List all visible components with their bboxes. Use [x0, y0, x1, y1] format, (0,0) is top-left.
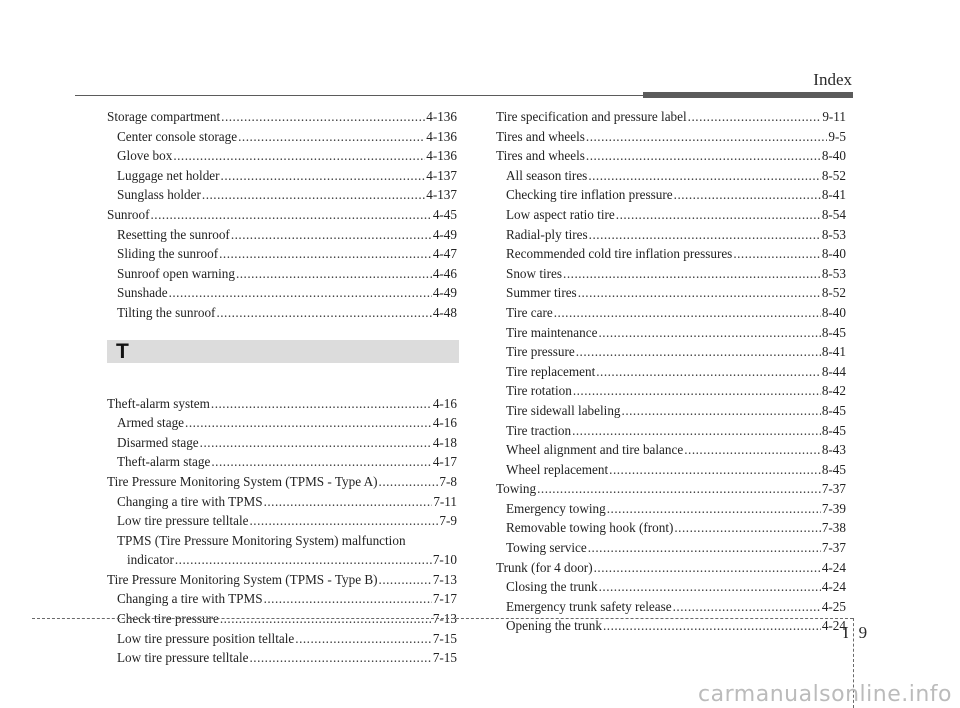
header-rule: [75, 92, 853, 98]
index-entry: [107, 303, 457, 323]
index-entry-page: 7-39: [821, 500, 846, 516]
index-entry-text: Snow tires: [506, 265, 563, 281]
index-entry-text: Check tire pressure: [117, 611, 219, 627]
dot-leader: [586, 146, 821, 166]
index-entry-text: Tire maintenance: [506, 324, 598, 340]
index-entry-text: Tire replacement: [506, 363, 596, 379]
index-entry-text: indicator: [127, 552, 174, 568]
index-entry: [496, 107, 846, 127]
index-entry-text: Theft-alarm system: [107, 395, 210, 411]
index-entry: [107, 127, 457, 147]
index-entry: [496, 381, 846, 401]
index-entry: [107, 589, 457, 609]
index-entry-text: Emergency trunk safety release: [506, 598, 672, 614]
dot-leader: [554, 303, 821, 323]
index-entry-text: Tire Pressure Monitoring System (TPMS - Type B): [107, 571, 378, 587]
index-entry-page: 8-45: [821, 461, 846, 477]
index-entry-page: 7-13: [432, 571, 457, 587]
index-entry: [496, 499, 846, 519]
index-entry-text: Trunk (for 4 door): [496, 559, 593, 575]
index-entry-text: Towing: [496, 481, 537, 497]
index-entry-page: 4-136: [426, 109, 457, 124]
index-entry: [496, 127, 846, 147]
index-entry-text: Luggage net holder: [117, 167, 220, 183]
index-entry-text: Towing service: [506, 540, 587, 556]
index-entry-page: 8-52: [821, 167, 846, 183]
dot-leader: [221, 166, 426, 186]
index-entry: [496, 421, 846, 441]
index-entry: [107, 550, 457, 570]
index-entry-text: Sunroof: [107, 206, 150, 222]
dot-leader: [264, 492, 433, 512]
dot-leader: [609, 460, 821, 480]
index-entry-text: Low tire pressure position telltale: [117, 630, 295, 646]
dot-leader: [379, 570, 432, 590]
dot-leader: [578, 283, 821, 303]
index-entry-page: 7-38: [821, 520, 846, 536]
index-entry-page: 4-136: [426, 148, 457, 164]
index-entry-text: Theft-alarm stage: [117, 454, 211, 470]
index-entry: [107, 394, 457, 414]
index-entries-t: [107, 394, 457, 668]
index-entry-text: Low aspect ratio tire: [506, 206, 615, 222]
index-entry-page: 4-24: [821, 559, 846, 575]
index-entry-page: 8-52: [821, 285, 846, 301]
dot-leader: [673, 597, 821, 617]
index-entry-text: Emergency towing: [506, 500, 606, 516]
dot-leader: [733, 244, 820, 264]
index-entry: [496, 146, 846, 166]
dot-leader: [607, 499, 821, 519]
index-entry-page: 8-41: [821, 187, 846, 203]
index-entry: [107, 264, 457, 284]
page-header-title: Index: [813, 70, 852, 89]
index-entry-page: 8-53: [821, 226, 846, 242]
index-entry: [496, 401, 846, 421]
index-entry: [107, 472, 457, 492]
index-column-left: [107, 107, 457, 668]
dot-leader: [249, 511, 438, 531]
index-entry-text: Center console storage: [117, 128, 238, 144]
dot-leader: [594, 558, 821, 578]
dot-leader: [211, 394, 432, 414]
index-entry: [496, 185, 846, 205]
dot-leader: [238, 127, 425, 147]
dot-leader: [598, 323, 820, 343]
dot-leader: [576, 342, 821, 362]
index-entry-text: Tire care: [506, 304, 553, 320]
index-entry-page: 8-40: [821, 246, 846, 262]
index-entry-page: 7-11: [433, 493, 457, 509]
watermark-text: carmanualsonline.info: [698, 682, 952, 707]
index-entry-page: 7-17: [432, 591, 457, 607]
index-entry-text: Tire Pressure Monitoring System (TPMS - Type A): [107, 473, 378, 489]
index-entry: [107, 185, 457, 205]
index-entry-text: Resetting the sunroof: [117, 226, 230, 242]
dot-leader: [573, 381, 821, 401]
dot-leader: [202, 185, 425, 205]
index-entry-text: Tire traction: [506, 422, 572, 438]
dot-leader: [231, 225, 432, 245]
index-entry: [496, 244, 846, 264]
index-entry-text: Summer tires: [506, 285, 577, 301]
index-entry-page: 8-40: [821, 148, 846, 164]
section-letter-band: [107, 340, 459, 363]
dot-leader: [295, 629, 432, 649]
dot-leader: [151, 205, 432, 225]
index-entry: [496, 558, 846, 578]
index-entry: [107, 629, 457, 649]
dot-leader: [588, 538, 821, 558]
index-entry: [496, 440, 846, 460]
dot-leader: [599, 577, 821, 597]
index-entry-text: Tire pressure: [506, 344, 575, 360]
dot-leader: [674, 518, 820, 538]
index-entry-page: 4-48: [432, 304, 457, 320]
index-entry-page: 4-46: [432, 265, 457, 281]
index-entry: [107, 283, 457, 303]
dot-leader: [264, 589, 432, 609]
dot-leader: [684, 440, 821, 460]
index-entry-text: Tire rotation: [506, 383, 572, 399]
index-entry: [496, 616, 846, 636]
index-entry-text: Checking tire inflation pressure: [506, 187, 673, 203]
index-entry-page: 4-45: [432, 206, 457, 222]
index-entry: [107, 452, 457, 472]
index-entry-text: Tires and wheels: [496, 128, 585, 144]
index-entry: [496, 205, 846, 225]
dot-leader: [236, 264, 432, 284]
index-entry-page: 4-136: [426, 128, 457, 144]
index-entry-page: 4-16: [432, 395, 457, 411]
dot-leader: [674, 185, 821, 205]
index-entry-text: Sunroof open warning: [117, 265, 235, 281]
index-entry-page: 7-37: [821, 481, 846, 497]
index-entry-text: Opening the trunk: [506, 618, 602, 634]
index-entry-page: 4-24: [821, 579, 846, 595]
index-entry-page: 9-11: [822, 109, 846, 124]
index-entry: [496, 479, 846, 499]
index-entry-page: 4-49: [432, 285, 457, 301]
index-entry: [496, 303, 846, 323]
dot-leader: [622, 401, 821, 421]
index-entry-text: Storage compartment: [107, 109, 221, 124]
index-entry-page: 4-16: [432, 415, 457, 431]
index-entry-page: 4-24: [821, 618, 846, 634]
index-entry-page: 7-13: [432, 611, 457, 627]
index-entry: [107, 107, 457, 127]
index-entry: [496, 323, 846, 343]
index-entry-text: Armed stage: [117, 415, 185, 431]
index-entry: [107, 225, 457, 245]
index-entry: [107, 648, 457, 668]
dot-leader: [249, 648, 431, 668]
index-entry-text: Recommended cold tire inflation pressures: [506, 246, 733, 262]
index-entry-text: Changing a tire with TPMS: [117, 493, 263, 509]
header-rule-bar: [643, 92, 853, 98]
index-entry-text: Closing the trunk: [506, 579, 598, 595]
index-entry-text: Glove box: [117, 148, 173, 164]
dot-leader: [572, 421, 821, 441]
index-entry-page: 9-5: [828, 128, 846, 144]
index-entry-text: Disarmed stage: [117, 434, 199, 450]
index-entry-text: Sunglass holder: [117, 187, 201, 203]
index-entries-s: [107, 107, 457, 323]
index-entry-page: 4-47: [432, 246, 457, 262]
index-entry-page: 8-45: [821, 422, 846, 438]
index-entry-page: 7-15: [432, 630, 457, 646]
index-entry-page: 4-137: [426, 167, 457, 183]
index-entry: [107, 492, 457, 512]
index-entry: [496, 518, 846, 538]
dot-leader: [586, 127, 828, 147]
index-entry: [496, 577, 846, 597]
dot-leader: [537, 479, 821, 499]
index-entries-t-continued: [496, 107, 846, 636]
index-entry: [107, 511, 457, 531]
index-entry-text: Removable towing hook (front): [506, 520, 674, 536]
index-entry-text: Wheel alignment and tire balance: [506, 442, 684, 458]
dot-leader: [169, 283, 432, 303]
index-entry: [107, 244, 457, 264]
dot-leader: [603, 616, 821, 636]
index-entry: [107, 413, 457, 433]
page-number: I9: [843, 623, 878, 642]
index-entry-text: Low tire pressure telltale: [117, 650, 249, 666]
index-entry: [496, 264, 846, 284]
index-entry-page: 8-53: [821, 265, 846, 281]
index-entry-text: All season tires: [506, 167, 588, 183]
index-entry: [496, 460, 846, 480]
index-entry-text: Low tire pressure telltale: [117, 513, 249, 529]
dot-leader: [589, 225, 821, 245]
index-entry-text: Tire sidewall labeling: [506, 402, 621, 418]
index-entry: [496, 225, 846, 245]
section-letter: T: [116, 339, 129, 363]
index-entry-page: 8-42: [821, 383, 846, 399]
index-entry: [107, 205, 457, 225]
index-entry-text: Sliding the sunroof: [117, 246, 219, 262]
index-entry: [107, 166, 457, 186]
index-entry-page: 8-45: [821, 402, 846, 418]
index-entry-page: 4-17: [432, 454, 457, 470]
index-entry: [107, 146, 457, 166]
index-entry-text: Tire specification and pressure label: [496, 109, 687, 124]
index-entry-page: 8-45: [821, 324, 846, 340]
index-entry-page: 7-8: [439, 473, 457, 489]
dot-leader: [219, 244, 432, 264]
index-entry-text: Tires and wheels: [496, 148, 585, 164]
index-entry-page: 4-49: [432, 226, 457, 242]
dot-leader: [211, 452, 431, 472]
index-entry-page: 4-25: [821, 598, 846, 614]
index-entry-page: 8-40: [821, 304, 846, 320]
index-entry-page: 4-18: [432, 434, 457, 450]
index-entry: [496, 342, 846, 362]
index-entry: [107, 570, 457, 590]
dot-leader: [173, 146, 425, 166]
dot-leader: [616, 205, 821, 225]
dot-leader: [596, 362, 821, 382]
index-entry-page: 8-41: [821, 344, 846, 360]
index-entry-page: 8-54: [821, 206, 846, 222]
dot-leader: [379, 472, 439, 492]
index-entry-text: TPMS (Tire Pressure Monitoring System) malfunction: [117, 532, 406, 548]
index-entry-text: Wheel replacement: [506, 461, 609, 477]
footer-rule: [32, 618, 853, 619]
dot-leader: [185, 413, 432, 433]
index-entry-page: 7-15: [432, 650, 457, 666]
dot-leader: [200, 433, 432, 453]
index-entry: [496, 283, 846, 303]
index-entry: [496, 166, 846, 186]
index-entry-page: 8-44: [821, 363, 846, 379]
index-entry: [496, 362, 846, 382]
index-entry-text: Radial-ply tires: [506, 226, 588, 242]
index-entry-text: Sunshade: [117, 285, 168, 301]
index-entry: [496, 597, 846, 617]
index-entry-page: 7-9: [439, 513, 457, 529]
dot-leader: [588, 166, 821, 186]
index-entry: [107, 433, 457, 453]
index-entry-text: Changing a tire with TPMS: [117, 591, 263, 607]
dot-leader: [216, 303, 431, 323]
index-entry: [496, 538, 846, 558]
index-entry-page: 8-43: [821, 442, 846, 458]
index-entry-text: Tilting the sunroof: [117, 304, 216, 320]
dot-leader: [175, 550, 432, 570]
dot-leader: [563, 264, 821, 284]
index-column-right: [496, 107, 846, 636]
index-entry-page: 4-137: [426, 187, 457, 203]
index-entry: [107, 531, 457, 551]
index-entry-page: 7-37: [821, 540, 846, 556]
dot-leader: [221, 107, 425, 127]
dot-leader: [688, 107, 822, 127]
index-entry-page: 7-10: [432, 552, 457, 568]
